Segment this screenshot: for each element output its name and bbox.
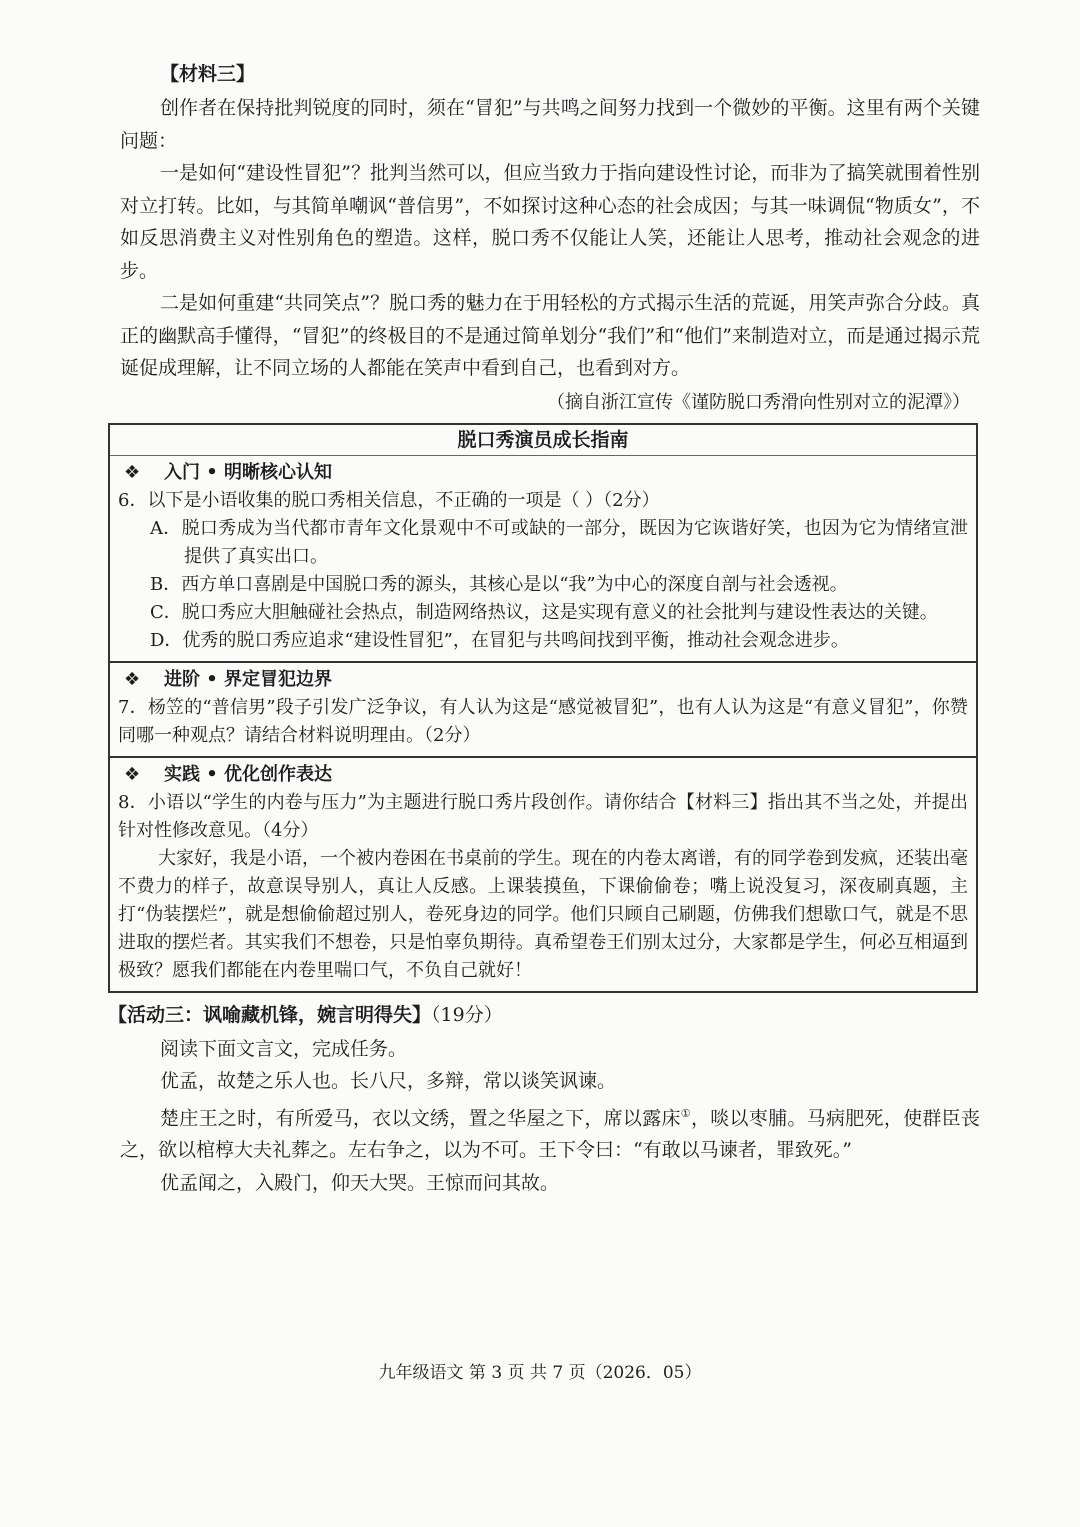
material3-paragraph-1: 创作者在保持批判锐度的同时，须在“冒犯”与共鸣之间努力找到一个微妙的平衡。这里有两个关键问题： <box>120 97 980 152</box>
diamond-bullet-icon: ❖ <box>124 668 141 690</box>
classical-paragraph-2-part-b: ，啖以枣脯。马病肥死，使群臣丧之，欲以棺椁大夫礼葬之。左右争之，以为不可。王下令曰：“有敢以马谏者，罪致死。” <box>120 1106 980 1162</box>
page-footer: 九年级语文 第 3 页 共 7 页（2026．05） <box>378 1363 702 1383</box>
material3-paragraph-3: 二是如何重建“共同笑点”？脱口秀的魅力在于用轻松的方式揭示生活的荒诞，用笑声弥合分歧。真正的幽默高手懂得，“冒犯”的终极目的不是通过简单划分“我们”和“他们”来制造对立，而是通过揭示荒诞促成理解，让不同立场的人都能在笑声中看到自己，也看到对方。 <box>120 292 980 379</box>
section-3-title: 实践 • 优化创作表达 <box>164 763 333 785</box>
section-2-heading <box>118 665 968 694</box>
standup-script: 大家好，我是小语，一个被内卷困在书桌前的学生。现在的内卷太离谱，有的同学卷到发疯，还装出毫不费力的样子，故意误导别人，真让人反感。上课装摸鱼，下课偷偷卷；嘴上说没复习，深夜刷真题，主打“伪装摆烂”，就是想偷偷超过别人，卷死身边的同学。他们只顾自己刷题，仿佛我们想歇口气，就是不思进取的摆烂者。其实我们不想卷，只是怕辜负期待。真希望卷王们别太过分，大家都是学生，何必互相逼到极致？愿我们都能在内卷里喘口气，不负自己就好！ <box>118 847 968 981</box>
section-2-title: 进阶 • 界定冒犯边界 <box>164 668 333 690</box>
classical-paragraph-2-part-a: 楚庄王之时，有所爱马，衣以文绣，置之华屋之下，席以露床 <box>160 1106 681 1129</box>
classical-paragraph-2 <box>120 1098 980 1167</box>
activity3-title: 【活动三：讽喻藏机锋，婉言明得失】 <box>108 1003 432 1026</box>
diamond-bullet-icon: ❖ <box>124 461 141 483</box>
footnote-marker: ① <box>680 1106 691 1120</box>
classical-paragraph-3: 优孟闻之，入殿门，仰天大哭。王惊而问其故。 <box>160 1171 560 1194</box>
question-6-option-c: C．脱口秀应大胆触碰社会热点，制造网络热议，这是实现有意义的社会批判与建设性表达的关键。 <box>150 601 938 623</box>
material3-heading: 【材料三】 <box>160 63 256 85</box>
diamond-bullet-icon: ❖ <box>124 763 141 785</box>
section-1-title: 入门 • 明晰核心认知 <box>164 461 333 483</box>
page-content <box>108 58 980 1199</box>
question-6-option-b: B．西方单口喜剧是中国脱口秀的源头，其核心是以“我”为中心的深度自剖与社会透视。 <box>150 573 848 595</box>
question-6-option-d: D．优秀的脱口秀应追求“建设性冒犯”，在冒犯与共鸣间找到平衡，推动社会观念进步。 <box>150 629 849 651</box>
question-6-option-a: A．脱口秀成为当代都市青年文化景观中不可或缺的一部分，既因为它诙谐好笑，也因为它为情绪宣泄提供了真实出口。 <box>150 517 968 567</box>
section-1-heading <box>118 458 968 487</box>
guide-section-2 <box>110 663 976 758</box>
question-7: 7．杨笠的“普信男”段子引发广泛争议，有人认为这是“感觉被冒犯”，也有人认为这是“有意义冒犯”，你赞同哪一种观点？请结合材料说明理由。（2分） <box>118 696 968 746</box>
guide-title: 脱口秀演员成长指南 <box>110 425 976 456</box>
material3-source: （摘自浙江宣传《谨防脱口秀滑向性别对立的泥潭》） <box>547 391 970 413</box>
question-6: 6．以下是小语收集的脱口秀相关信息，不正确的一项是（ ）（2分） <box>118 489 660 511</box>
section-3-heading <box>118 760 968 789</box>
guide-section-1 <box>110 456 976 663</box>
activity3-points: （19分） <box>431 1003 503 1026</box>
material3-paragraph-2: 一是如何“建设性冒犯”？批判当然可以，但应当致力于指向建设性讨论，而非为了搞笑就围着性别对立打转。比如，与其简单嘲讽“普信男”，不如探讨这种心态的社会成因；与其一味调侃“物质女”，不如反思消费主义对性别角色的塑造。这样，脱口秀不仅能让人笑，还能让人思考，推动社会观念的进步。 <box>120 162 980 282</box>
activity3-heading <box>108 999 980 1031</box>
activity3-instruction: 阅读下面文言文，完成任务。 <box>160 1037 408 1060</box>
guide-section-3 <box>110 758 976 991</box>
guide-box <box>108 423 978 993</box>
classical-paragraph-1: 优孟，故楚之乐人也。长八尺，多辩，常以谈笑讽谏。 <box>160 1070 617 1092</box>
question-8: 8．小语以“学生的内卷与压力”为主题进行脱口秀片段创作。请你结合【材料三】指出其不当之处，并提出针对性修改意见。（4分） <box>118 791 968 841</box>
